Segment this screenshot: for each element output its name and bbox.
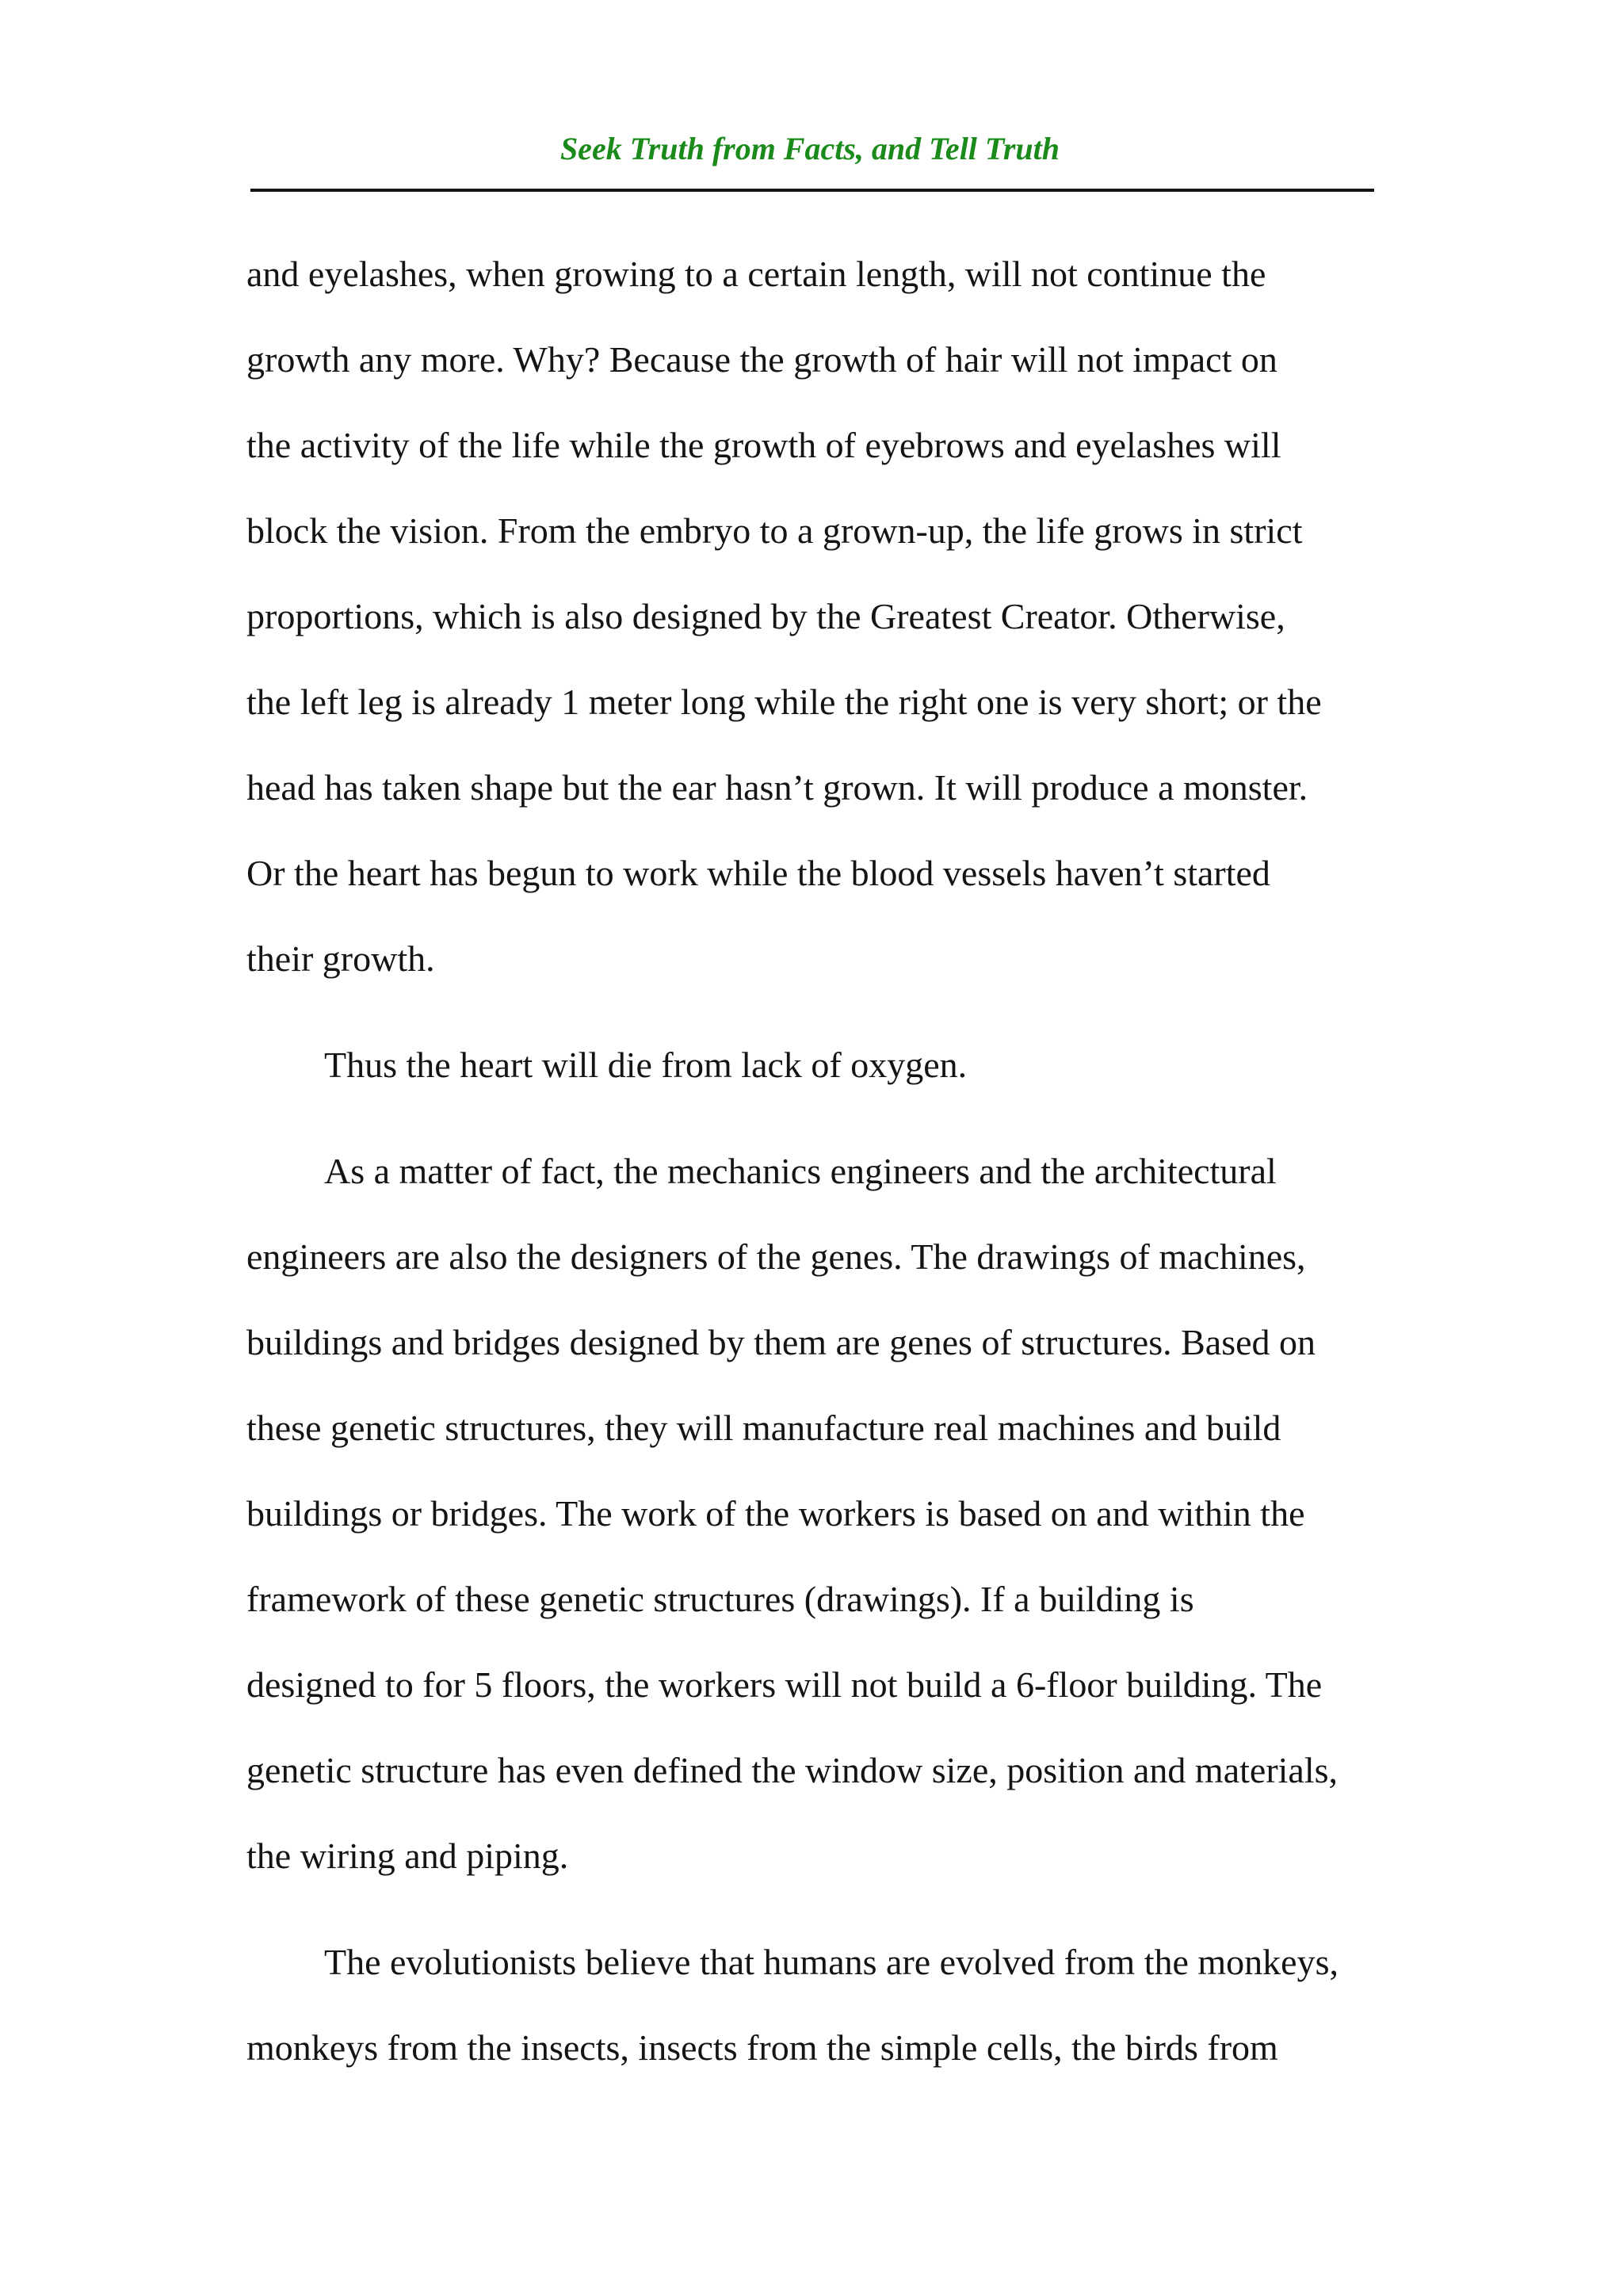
text-line: head has taken shape but the ear hasn’t grown. It will produce a monster. <box>246 767 1308 808</box>
paragraph-1 <box>246 231 1411 1002</box>
text-line: genetic structure has even defined the window size, position and materials, <box>246 1750 1338 1790</box>
text-line: buildings and bridges designed by them are genes of structures. Based on <box>246 1322 1316 1362</box>
text-line: and eyelashes, when growing to a certain length, will not continue the <box>246 254 1266 294</box>
text-line: growth any more. Why? Because the growth of hair will not impact on <box>246 339 1277 380</box>
text-line: The evolutionists believe that humans are evolved from the monkeys, <box>324 1942 1339 1982</box>
document-body <box>246 231 1411 2091</box>
text-line: the left leg is already 1 meter long while the right one is very short; or the <box>246 682 1322 722</box>
text-line: the wiring and piping. <box>246 1836 569 1876</box>
text-line: these genetic structures, they will manufacture real machines and build <box>246 1408 1281 1448</box>
header-divider <box>250 189 1374 192</box>
text-line: framework of these genetic structures (drawings). If a building is <box>246 1579 1194 1619</box>
paragraph-3 <box>246 1129 1411 1899</box>
paragraph-4 <box>246 1920 1411 2091</box>
paragraph-2 <box>246 1022 1411 1108</box>
page-header-title: Seek Truth from Facts, and Tell Truth <box>559 131 1060 166</box>
text-line: Or the heart has begun to work while the blood vessels haven’t started <box>246 853 1270 893</box>
text-line: block the vision. From the embryo to a grown-up, the life grows in strict <box>246 510 1303 551</box>
text-line: As a matter of fact, the mechanics engineers and the architectural <box>324 1151 1277 1191</box>
text-line: engineers are also the designers of the genes. The drawings of machines, <box>246 1236 1306 1277</box>
text-line: their growth. <box>246 938 435 979</box>
text-line: the activity of the life while the growth of eyebrows and eyelashes will <box>246 425 1281 465</box>
text-line: designed to for 5 floors, the workers will not build a 6-floor building. The <box>246 1664 1323 1705</box>
text-line: monkeys from the insects, insects from the simple cells, the birds from <box>246 2027 1278 2068</box>
text-line: buildings or bridges. The work of the workers is based on and within the <box>246 1493 1305 1534</box>
text-line: proportions, which is also designed by the Greatest Creator. Otherwise, <box>246 596 1285 636</box>
text-line: Thus the heart will die from lack of oxygen. <box>324 1045 968 1085</box>
